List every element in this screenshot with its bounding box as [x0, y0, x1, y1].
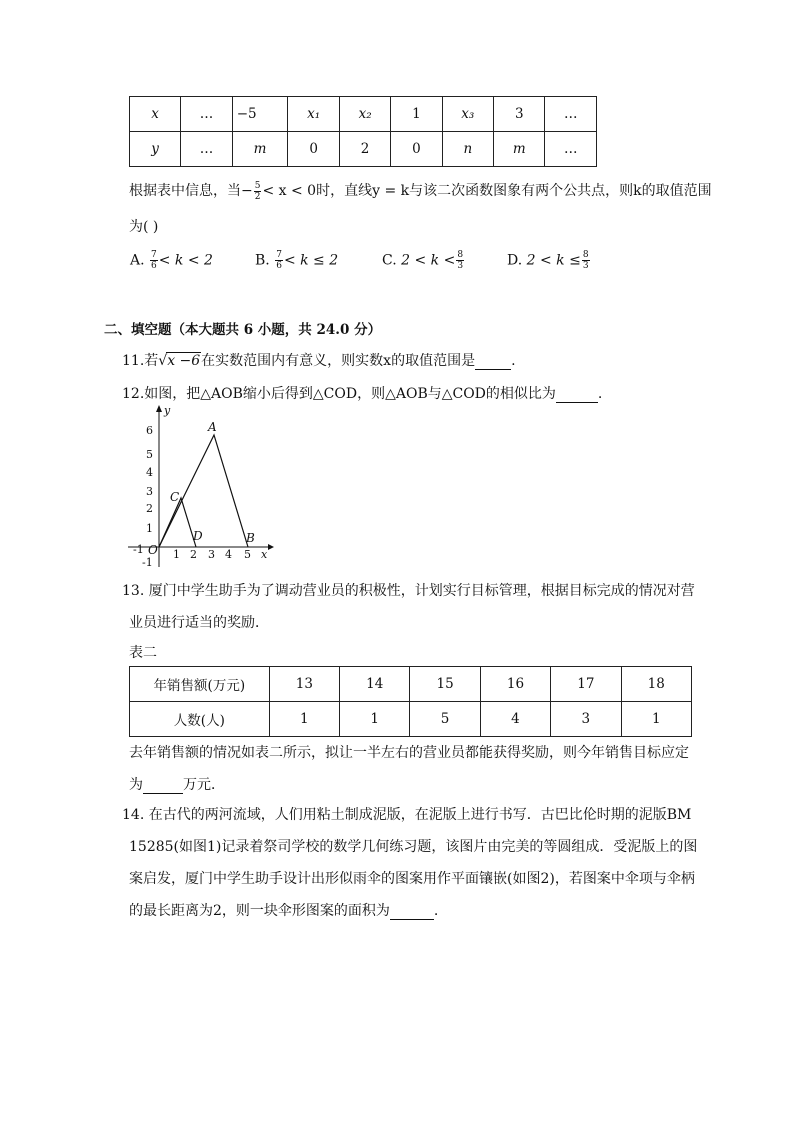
table-cell: m: [494, 132, 545, 167]
option-b[interactable]: B. $\frac{7}{6}$ < k ≤ 2: [255, 250, 339, 271]
y-axis-arrow: [156, 405, 162, 412]
q13-line4: 为 万元．: [129, 777, 225, 793]
table-cell: x₃: [442, 97, 493, 132]
table-row-x: [130, 97, 597, 132]
y-tick: 2: [146, 502, 153, 515]
option-a[interactable]: A. $\frac{7}{6}$ < k < 2: [130, 250, 213, 271]
y-tick: 4: [146, 466, 153, 479]
table-cell: 1: [340, 702, 410, 737]
x-tick: 4: [225, 548, 232, 561]
x-tick: 1: [173, 548, 180, 561]
table-row: [130, 702, 692, 737]
table-cell: 0: [391, 132, 442, 167]
x-tick: 2: [190, 548, 197, 561]
y-tick: 3: [146, 485, 153, 498]
table-cell: 3: [494, 97, 545, 132]
q14-line2: 15285(如图1)记录着祭司学校的数学几何练习题，该图片由完美的等圆组成．受泥版上的图: [129, 839, 698, 855]
q14-line3: 案启发，厦门中学生助手设计出形似雨伞的图案用作平面镶嵌(如图2)，若图案中伞项与伞柄: [129, 871, 695, 887]
answer-blank[interactable]: [556, 386, 598, 403]
table-cell: 1: [621, 702, 691, 737]
q10-text: < x < 0时，直线y = k与该二次函数图象有两个公共点，则k的取值范围: [262, 183, 712, 199]
answer-blank[interactable]: [143, 777, 183, 794]
y-tick: 5: [146, 448, 153, 461]
q13-line2: 业员进行适当的奖励．: [129, 615, 269, 631]
point-a-label: A: [208, 420, 217, 434]
table-cell: x: [130, 97, 181, 132]
coordinate-graph: [128, 402, 278, 574]
point-b-label: B: [246, 531, 255, 545]
table-header: 年销售额(万元): [130, 667, 270, 702]
y-tick: 6: [146, 424, 153, 437]
table-cell: 3: [551, 702, 621, 737]
q14-line4: 的最长距离为2，则一块伞形图案的面积为 .: [129, 903, 439, 919]
table-header: 人数(人): [130, 702, 270, 737]
question-11: 11.若√x −6在实数范围内有意义，则实数x的取值范围是 .: [122, 353, 516, 369]
table-cell: x₂: [339, 97, 390, 132]
table-cell: 2: [339, 132, 390, 167]
q13-line3: 去年销售额的情况如表二所示，拟让一半左右的营业员都能获得奖励，则今年销售目标应定: [129, 745, 689, 761]
point-c-label: C: [170, 490, 180, 504]
x-axis-label: x: [261, 548, 268, 561]
table-cell: …: [545, 132, 597, 167]
table-cell: 0: [288, 132, 339, 167]
table-cell: …: [181, 132, 232, 167]
table-row: [130, 667, 692, 702]
table-cell: 14: [340, 667, 410, 702]
xy-value-table: [129, 96, 597, 167]
x-tick: -1: [133, 543, 144, 556]
table-cell: 13: [269, 667, 339, 702]
table-cell: y: [130, 132, 181, 167]
table-cell: n: [442, 132, 493, 167]
option-c[interactable]: C. 2 < k < $\frac{8}{3}$: [382, 250, 464, 271]
table-cell: 18: [621, 667, 691, 702]
table-cell: 5: [410, 702, 480, 737]
point-d-label: D: [193, 529, 203, 543]
q14-line1: 14. 在古代的两河流域，人们用粘土制成泥版，在泥版上进行书写．古巴比伦时期的泥版BM: [122, 807, 692, 823]
q10-stem-line1: [129, 180, 712, 202]
table-cell: 1: [269, 702, 339, 737]
question-12: 12.如图，把△AOB缩小后得到△COD，则△AOB与△COD的相似比为 .: [122, 386, 603, 402]
y-tick: -1: [142, 556, 153, 569]
origin-label: O: [148, 543, 158, 557]
table-row-y: [130, 132, 597, 167]
table-cell: …: [181, 97, 232, 132]
triangle-cod: [159, 498, 196, 547]
x-tick: 3: [208, 548, 215, 561]
fraction: $\frac{5}{2}$: [254, 180, 261, 202]
q10-text: 根据表中信息，当−: [129, 183, 253, 199]
table-cell: 1: [391, 97, 442, 132]
x-tick: 5: [244, 548, 251, 561]
x-axis-arrow: [268, 544, 274, 550]
table-cell: m: [232, 132, 288, 167]
table-cell: 17: [551, 667, 621, 702]
table-cell: 15: [410, 667, 480, 702]
q13-line1: 13. 厦门中学生助手为了调动营业员的积极性，计划实行目标管理，根据目标完成的情况对营: [122, 583, 695, 599]
y-axis-label: y: [164, 404, 171, 417]
table-cell: …: [545, 97, 597, 132]
table-caption: 表二: [129, 645, 157, 661]
table-cell: 16: [480, 667, 550, 702]
table-cell: −5: [232, 97, 288, 132]
table-cell: x₁: [288, 97, 339, 132]
answer-blank[interactable]: [475, 353, 511, 370]
table-cell: 4: [480, 702, 550, 737]
section-title: 二、填空题（本大题共 6 小题，共 24.0 分）: [104, 322, 382, 338]
y-tick: 1: [146, 522, 153, 535]
option-d[interactable]: D. 2 < k ≤ $\frac{8}{3}$: [507, 250, 589, 271]
sales-table: [129, 666, 692, 737]
q10-stem-line2: 为( ): [129, 219, 159, 235]
answer-blank[interactable]: [390, 903, 434, 920]
